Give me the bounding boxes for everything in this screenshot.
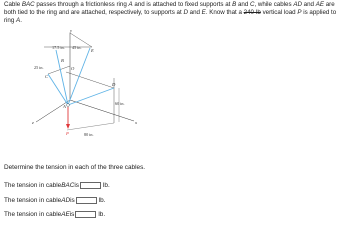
unit-label: lb.	[98, 211, 106, 218]
point-E-label: E	[91, 48, 94, 53]
text: .	[20, 17, 22, 25]
dim-80-label: 80 in.	[84, 132, 94, 137]
question-text: Determine the tension in each of the three cables.	[4, 164, 146, 171]
answer-row-AD	[4, 196, 105, 205]
y-axis-label: y	[70, 28, 73, 33]
answer-prefix: The tension in cable	[4, 211, 62, 218]
support-line-2	[48, 66, 70, 74]
problem-line-1	[4, 1, 344, 9]
text: , while cables	[254, 1, 294, 8]
text: P	[297, 9, 302, 17]
x-axis-label: x	[135, 120, 138, 125]
problem-line-3	[4, 17, 344, 25]
point-D-label: D	[112, 82, 116, 87]
load-P-arrowhead	[66, 124, 70, 129]
answer-suffix: is	[69, 211, 75, 218]
text: Cable	[4, 1, 22, 8]
text: passes through a frictionless ring	[34, 1, 129, 8]
answer-row-BAC	[4, 181, 110, 190]
problem-statement	[4, 1, 344, 26]
text: and is attached to fixed supports at	[132, 1, 233, 8]
text: AD	[293, 1, 302, 8]
text: . Know that a	[205, 9, 244, 17]
tension-BAC-input[interactable]	[80, 182, 101, 189]
ring-A	[67, 104, 70, 107]
load-P-label: P	[66, 131, 69, 136]
answer-suffix: is	[70, 197, 75, 204]
text: is applied to	[301, 9, 337, 17]
answer-prefix: The tension in cable	[4, 182, 62, 189]
unit-label: lb.	[102, 182, 110, 189]
point-O-label: O	[71, 66, 75, 71]
dim-45-label: 45 in.	[72, 45, 82, 50]
text: and	[301, 1, 316, 8]
z-axis-label: z	[32, 120, 34, 125]
support-line-3	[66, 72, 114, 88]
cable-diagram	[22, 28, 142, 160]
dim-60-label: 60 in.	[115, 101, 125, 106]
text: E	[201, 9, 206, 17]
answer-row-AE	[4, 210, 105, 219]
dim-line-80	[67, 123, 114, 130]
cable-name: AE	[61, 211, 70, 218]
text: both tied to the ring and are attached, respectively, to supports at	[4, 9, 184, 17]
text: and	[236, 1, 250, 8]
cable-AE	[68, 48, 90, 105]
text: ring	[4, 17, 17, 25]
tension-AD-input[interactable]	[76, 197, 97, 204]
text: BAC	[21, 1, 35, 8]
diagram-svg	[22, 28, 142, 160]
cable-name: BAC	[61, 182, 75, 189]
text: A	[128, 1, 133, 8]
problem-line-2	[4, 9, 344, 17]
text: vertical load	[260, 9, 298, 17]
cable-AD	[68, 88, 114, 105]
text: B	[232, 1, 237, 8]
text: and	[187, 9, 202, 17]
dim-25-label: 25 in.	[34, 65, 44, 70]
text: A	[16, 17, 21, 25]
load-value: 240-lb	[243, 9, 261, 17]
point-B-label: B	[61, 58, 64, 63]
point-C-label: C	[45, 74, 49, 79]
text: are	[323, 1, 335, 8]
dim-17-5-label: 17.5 in.	[52, 45, 65, 50]
answer-suffix: is	[74, 182, 79, 189]
tension-AE-input[interactable]	[75, 211, 96, 218]
cable-name: AD	[61, 197, 71, 204]
text: D	[183, 9, 188, 17]
answer-prefix: The tension in cable	[4, 197, 62, 204]
point-A-label: A	[63, 104, 66, 109]
unit-label: lb.	[98, 197, 106, 204]
text: C	[249, 1, 255, 8]
text: AE	[315, 1, 324, 8]
